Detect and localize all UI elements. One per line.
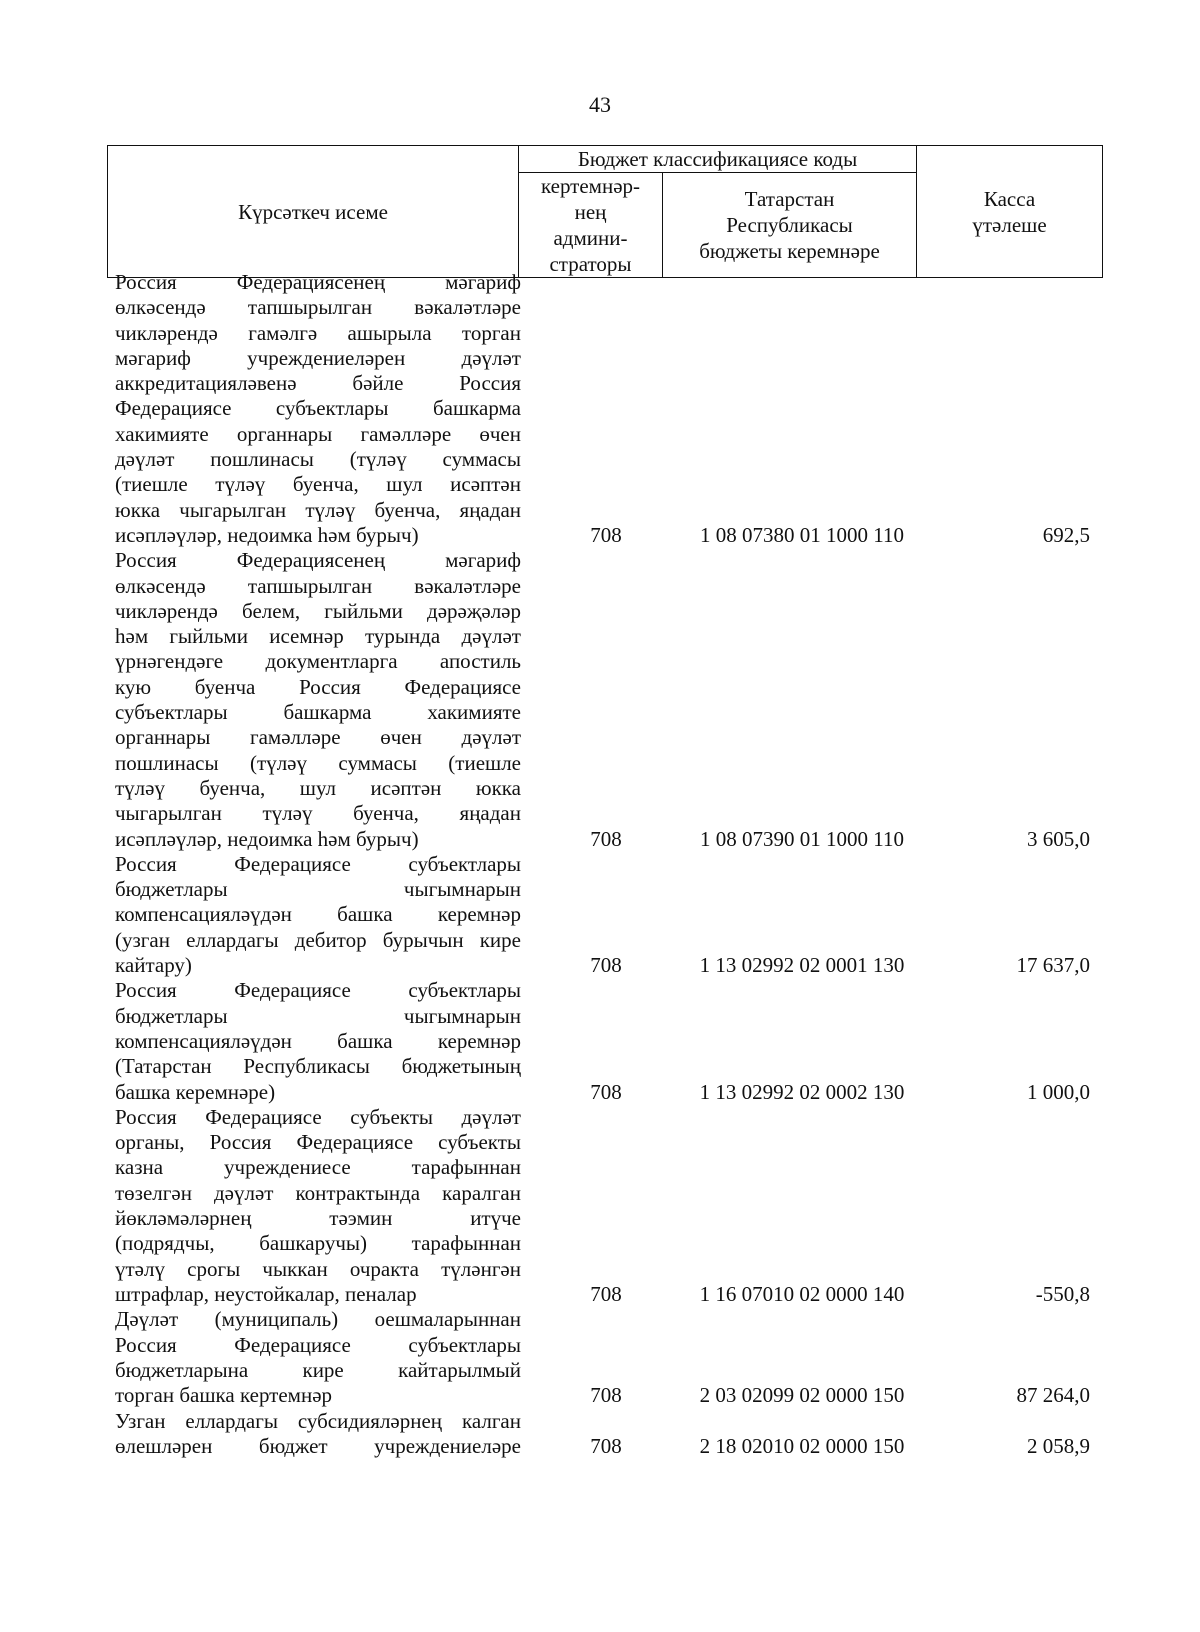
revenue-code: 1 16 07010 02 0000 140 — [699, 1281, 905, 1306]
revenue-code: 1 13 02992 02 0002 130 — [699, 1079, 905, 1104]
admin-code: 708 — [590, 1281, 622, 1306]
revenue-code: 2 18 02010 02 0000 150 — [699, 1433, 905, 1458]
header-admin-line: админи- — [553, 226, 628, 250]
indicator-name-line: Россия Федерациясе субъектлары — [115, 851, 521, 876]
header-amount-line: Касса — [983, 186, 1036, 211]
indicator-name-line: һәм гыйльми исемнәр турында дәүләт — [115, 624, 521, 649]
indicator-name-line: Дәүләт (муниципаль) оешмаларыннан — [115, 1307, 521, 1332]
indicator-name-line: өлешләрен бюджет учреждениеләре — [115, 1433, 521, 1458]
indicator-name-line: башка керемнәре) — [115, 1079, 276, 1104]
table-row — [0, 1105, 1200, 1307]
indicator-name-line: мәгариф учреждениеләрен дәүләт — [115, 345, 521, 370]
indicator-name-line: (Татарстан Республикасы бюджетының — [115, 1054, 521, 1079]
header-revenue-column — [663, 173, 917, 278]
revenue-code: 1 08 07390 01 1000 110 — [700, 826, 904, 851]
indicator-name-line: компенсацияләүдән башка керемнәр — [115, 1028, 521, 1053]
indicator-name-line: юкка чыгарылган түләү буенча, яңадан — [115, 497, 521, 522]
header-budget-codes: Бюджет классификациясе коды — [519, 146, 917, 173]
header-admin-column — [519, 173, 663, 278]
indicator-name-line: казна учреждениесе тарафыннан — [115, 1155, 521, 1180]
indicator-name-line: исәпләүләр, недоимка һәм бурыч) — [115, 826, 419, 851]
cash-execution-amount: 87 264,0 — [1016, 1383, 1090, 1408]
indicator-name-line: хакимияте органнары гамәлләре өчен — [115, 421, 521, 446]
header-admin-line: нең — [574, 200, 607, 224]
indicator-name-line: компенсацияләүдән башка керемнәр — [115, 902, 521, 927]
indicator-name-line: Федерациясе субъектлары башкарма — [115, 396, 521, 421]
indicator-name — [115, 548, 521, 852]
indicator-name-line: йөкләмәләрнең тәэмин итүче — [115, 1206, 521, 1231]
indicator-name-line: бюджетлары чыгымнарын — [115, 877, 521, 902]
indicator-name-line: өлкәсендә тапшырылган вәкаләтләре — [115, 573, 521, 598]
indicator-name-line: үтәлү срогы чыккан очракта түләнгән — [115, 1256, 521, 1281]
indicator-name-line: Узган еллардагы субсидияләрнең калган — [115, 1408, 521, 1433]
indicator-name-line: Россия Федерациясенең мәгариф — [115, 270, 521, 294]
indicator-name-line: дәүләт пошлинасы (түләү суммасы — [115, 447, 521, 472]
indicator-name-line: Россия Федерациясенең мәгариф — [115, 548, 521, 573]
indicator-name-line: (подрядчы, башкаручы) тарафыннан — [115, 1231, 521, 1256]
admin-code: 708 — [590, 1079, 622, 1104]
cash-execution-amount: 692,5 — [1042, 523, 1090, 547]
admin-code: 708 — [590, 826, 622, 851]
header-name-column: Күрсәткеч исеме — [108, 146, 519, 278]
indicator-name-line: өлкәсендә тапшырылган вәкаләтләре — [115, 295, 521, 320]
admin-code: 708 — [590, 523, 622, 547]
indicator-name-line: бюджетлары чыгымнарын — [115, 1003, 521, 1028]
indicator-name-line: бюджетларына кире кайтарылмый — [115, 1357, 521, 1382]
indicator-name-line: (тиешле түләү буенча, шул исәптән — [115, 472, 521, 497]
admin-code: 708 — [590, 953, 622, 978]
revenue-code: 1 13 02992 02 0001 130 — [699, 953, 905, 978]
indicator-name-line: кую буенча Россия Федерациясе — [115, 674, 521, 699]
indicator-name-line: субъектлары башкарма хакимияте — [115, 700, 521, 725]
indicator-name-line: чикләрендә белем, гыйльми дәрәҗәләр — [115, 598, 521, 623]
indicator-name-line: чикләрендә гамәлгә ашырыла торган — [115, 320, 521, 345]
cash-execution-amount: 1 000,0 — [1027, 1079, 1090, 1104]
indicator-name — [115, 852, 521, 978]
indicator-name-line: түләү буенча, шул исәптән юкка — [115, 775, 521, 800]
header-amount-column — [917, 146, 1103, 278]
revenue-code: 2 03 02099 02 0000 150 — [699, 1383, 905, 1408]
indicator-name-line: Россия Федерациясе субъектлары — [115, 1332, 521, 1357]
indicator-name-line: органы, Россия Федерациясе субъекты — [115, 1130, 521, 1155]
indicator-name — [115, 1409, 521, 1460]
table-row — [0, 270, 1200, 548]
indicator-name — [115, 978, 521, 1104]
admin-code: 708 — [590, 1433, 622, 1458]
header-admin-line: кертемнәр- — [540, 174, 641, 198]
header-revenue-line: Татарстан — [744, 187, 835, 211]
indicator-name-line: исәпләүләр, недоимка һәм бурыч) — [115, 522, 419, 547]
table-row — [0, 978, 1200, 1105]
header-amount-line: үтәлеше — [972, 212, 1047, 237]
table-row — [0, 1409, 1200, 1460]
cash-execution-amount: 2 058,9 — [1027, 1433, 1090, 1458]
header-revenue-line: бюджеты керемнәре — [699, 239, 880, 263]
header-revenue-line: Республикасы — [726, 213, 853, 237]
admin-code: 708 — [590, 1383, 622, 1408]
indicator-name-line: үрнәгендәге документларга апостиль — [115, 649, 521, 674]
indicator-name-line: органнары гамәлләре өчен дәүләт — [115, 725, 521, 750]
cash-execution-amount: 3 605,0 — [1027, 826, 1090, 851]
indicator-name — [115, 1105, 521, 1307]
indicator-name-line: торган башка кертемнәр — [115, 1383, 333, 1408]
indicator-name — [115, 270, 521, 548]
indicator-name-line: Россия Федерациясе субъектлары — [115, 978, 521, 1003]
indicator-name-line: аккредитацияләвенә бәйле Россия — [115, 371, 521, 396]
cash-execution-amount: 17 637,0 — [1016, 953, 1090, 978]
cash-execution-amount: -550,8 — [1035, 1281, 1090, 1306]
table-row — [0, 1307, 1200, 1408]
revenue-code: 1 08 07380 01 1000 110 — [700, 523, 904, 547]
indicator-name-line: штрафлар, неустойкалар, пеналар — [115, 1281, 417, 1306]
indicator-name-line: Россия Федерациясе субъекты дәүләт — [115, 1104, 521, 1129]
table-row — [0, 852, 1200, 979]
indicator-name-line: чыгарылган түләү буенча, яңадан — [115, 801, 521, 826]
indicator-name-line: кайтару) — [115, 953, 192, 978]
table-header — [107, 145, 1103, 278]
page-number: 43 — [589, 92, 611, 117]
table-row — [0, 548, 1200, 852]
indicator-name-line: төзелгән дәүләт контрактында каралган — [115, 1180, 521, 1205]
indicator-name-line: (узган еллардагы дебитор бурычын кире — [115, 927, 521, 952]
indicator-name-line: пошлинасы (түләү суммасы (тиешле — [115, 750, 521, 775]
indicator-name — [115, 1307, 521, 1408]
header-admin-line: страторы — [549, 252, 632, 276]
